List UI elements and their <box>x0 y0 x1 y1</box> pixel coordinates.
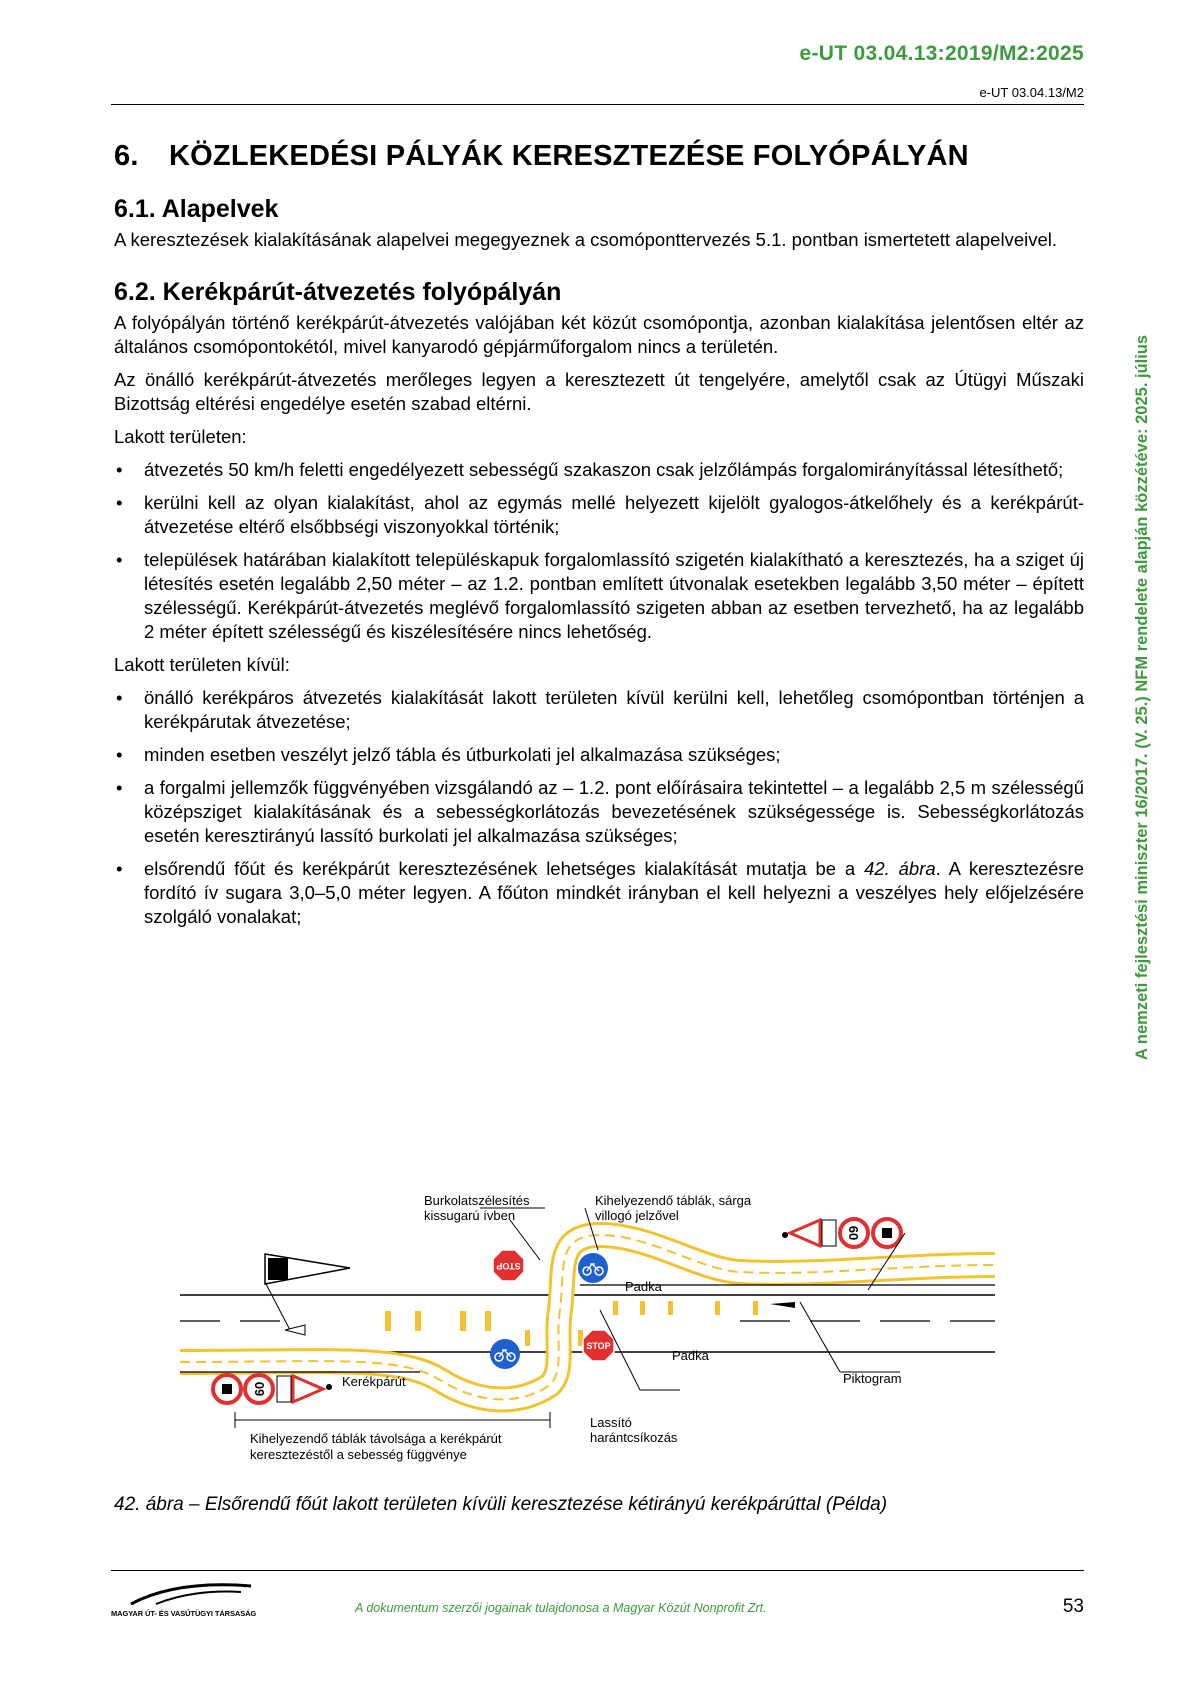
label-burkolat-2: kissugarú ívben <box>424 1208 516 1223</box>
list-item-text-b: . A keresztezésre fordító ív sugara 3,0–5,0 méter legyen. A főúton mindkét irányban el kell helyezni a veszélyes hely előjelzésére szolgáló vonalakat; <box>144 858 1084 927</box>
logo-mark-icon <box>111 1580 271 1608</box>
list-item: • települések határában kialakított településkapuk forgalomlassító szigetén kialakítható a keresztezés, ha a sziget új létesítés esetén legalább 2,50 méter – az 1.2. pontban említett útvonalak esetekben legalább 3,50 méter – épített szélességű. Kerékpárút-átvezetés meglévő forgalomlassító szigeten abban az esetben tervezhető, ha az legalább 2 méter épített szélességű és kiszélesítésére nincs lehetőség. <box>114 548 1084 644</box>
label-tablak-2: villogó jelzővel <box>595 1208 679 1223</box>
list-lakott-teruleten <box>114 458 1084 644</box>
speed-limit-text: 60 <box>846 1225 861 1241</box>
label-lassito-2: harántcsíkozás <box>590 1430 678 1445</box>
page-number: 53 <box>1062 1596 1084 1617</box>
list-item: • minden esetben veszélyt jelző tábla és útburkolati jel alkalmazása szükséges; <box>114 743 1084 767</box>
section-title: KÖZLEKEDÉSI PÁLYÁK KERESZTEZÉSE FOLYÓPÁLYÁN <box>169 140 969 172</box>
main-content <box>114 140 1084 929</box>
list-item: • a forgalmi jellemzők függvényében vizsgálandó az – 1.2. pont előírásaira tekintettel – a legalább 2,5 m szélességű középsziget kialakításának és a sebességkorlátozás bevezetésének szükségessége is. Sebességkorlátozás esetén keresztirányú lassító burkolati jel alkalmazása szükséges; <box>114 776 1084 848</box>
header-divider <box>111 104 1084 105</box>
paragraph-merőleges: Az önálló kerékpárút-átvezetés merőleges legyen a keresztezett út tengelyére, amelytől csak az Útügyi Műszaki Bizottság eltérési engedélye esetén szabad eltérni. <box>114 369 1084 414</box>
subsection-heading-alapelvek: 6.1. Alapelvek <box>114 195 279 223</box>
sign-group-bottom-left <box>213 1375 332 1403</box>
label-kerekparut: Kerékpárút <box>342 1374 406 1389</box>
crossing-diagram-svg <box>180 1190 995 1480</box>
stop-sign-text: STOP <box>586 1341 611 1351</box>
label-padka-top: Padka <box>625 1279 662 1294</box>
label-padka-bottom: Padka <box>672 1348 709 1363</box>
bike-sign-top <box>578 1253 608 1283</box>
label-tablak-1: Kihelyezendő táblák, sárga <box>595 1193 752 1208</box>
figure-caption: 42. ábra – Elsőrendű főút lakott területen kívüli keresztezése kétirányú kerékpárúttal (Példa) <box>114 1494 888 1515</box>
society-logo <box>111 1580 271 1622</box>
speed-limit-text: 60 <box>252 1381 267 1397</box>
label-tavolsag-1: Kihelyezendő táblák távolsága a kerékpárút <box>250 1431 502 1446</box>
label-lakott-teruleten: Lakott területen: <box>114 426 247 447</box>
document-code: e-UT 03.04.13:2019/M2:2025 <box>799 42 1084 65</box>
list-item <box>114 857 1084 929</box>
footer-divider <box>111 1570 1084 1571</box>
subsection-heading-kerekparut: 6.2. Kerékpárút-átvezetés folyópályán <box>114 278 562 306</box>
stop-sign-bottom <box>583 1330 614 1361</box>
label-lassito-1: Lassító <box>590 1415 632 1430</box>
list-item: • átvezetés 50 km/h feletti engedélyezett sebességű szakaszon csak jelzőlámpás forgalomirányítással létesíthető; <box>114 458 1084 482</box>
copyright-notice: A dokumentum szerzői jogainak tulajdonosa a Magyar Közút Nonprofit Zrt. <box>355 1601 767 1615</box>
list-item-text-a: elsőrendű főút és kerékpárút keresztezésének lehetséges kialakítását mutatja be a <box>144 858 865 879</box>
figure-reference: 42. ábra <box>864 858 936 879</box>
paragraph-intro: A folyópályán történő kerékpárút-átvezetés valójában két közút csomópontja, azonban kialakítása jelentősen eltér az általános csomópontokétól, mivel kanyarodó gépjárműforgalom nincs a területén. <box>114 312 1084 357</box>
stop-sign-text: STOP <box>496 1261 521 1271</box>
section-number: 6. <box>114 140 139 172</box>
stop-sign-top <box>493 1250 524 1281</box>
label-piktogram: Piktogram <box>843 1371 902 1386</box>
section-heading <box>114 140 1084 173</box>
list-lakott-teruleten-kivul <box>114 686 1084 929</box>
label-lakott-teruleten-kivul: Lakott területen kívül: <box>114 654 290 675</box>
paragraph-alapelvek: A keresztezések kialakításának alapelvei megegyeznek a csomóponttervezés 5.1. pontban ismertetett alapelveivel. <box>114 229 1058 250</box>
bike-sign-bottom <box>490 1339 520 1369</box>
label-tavolsag-2: keresztezéstől a sebesség függvénye <box>250 1447 467 1462</box>
document-code-short: e-UT 03.04.13/M2 <box>979 85 1084 100</box>
logo-text: MAGYAR ÚT- ÉS VASÚTÜGYI TÁRSASÁG <box>111 1609 257 1618</box>
piktogram-marking <box>770 1302 795 1308</box>
list-item: • kerülni kell az olyan kialakítást, ahol az egymás mellé helyezett kijelölt gyalogos-átkelőhely és a kerékpárút-átvezetése eltérő elsőbbségi viszonyokkal történik; <box>114 491 1084 539</box>
figure-crossing-diagram <box>180 1190 995 1480</box>
list-item: • önálló kerékpáros átvezetés kialakítását lakott területen kívül kerülni kell, lehetőleg csomópontban történjen a kerékpárutak átvezetése; <box>114 686 1084 734</box>
label-burkolat-1: Burkolatszélesítés <box>424 1193 530 1208</box>
publication-side-note: A nemzeti fejlesztési miniszter 16/2017. (V. 25.) NFM rendelete alapján közzétéve: 2025. július <box>1133 334 1151 1060</box>
